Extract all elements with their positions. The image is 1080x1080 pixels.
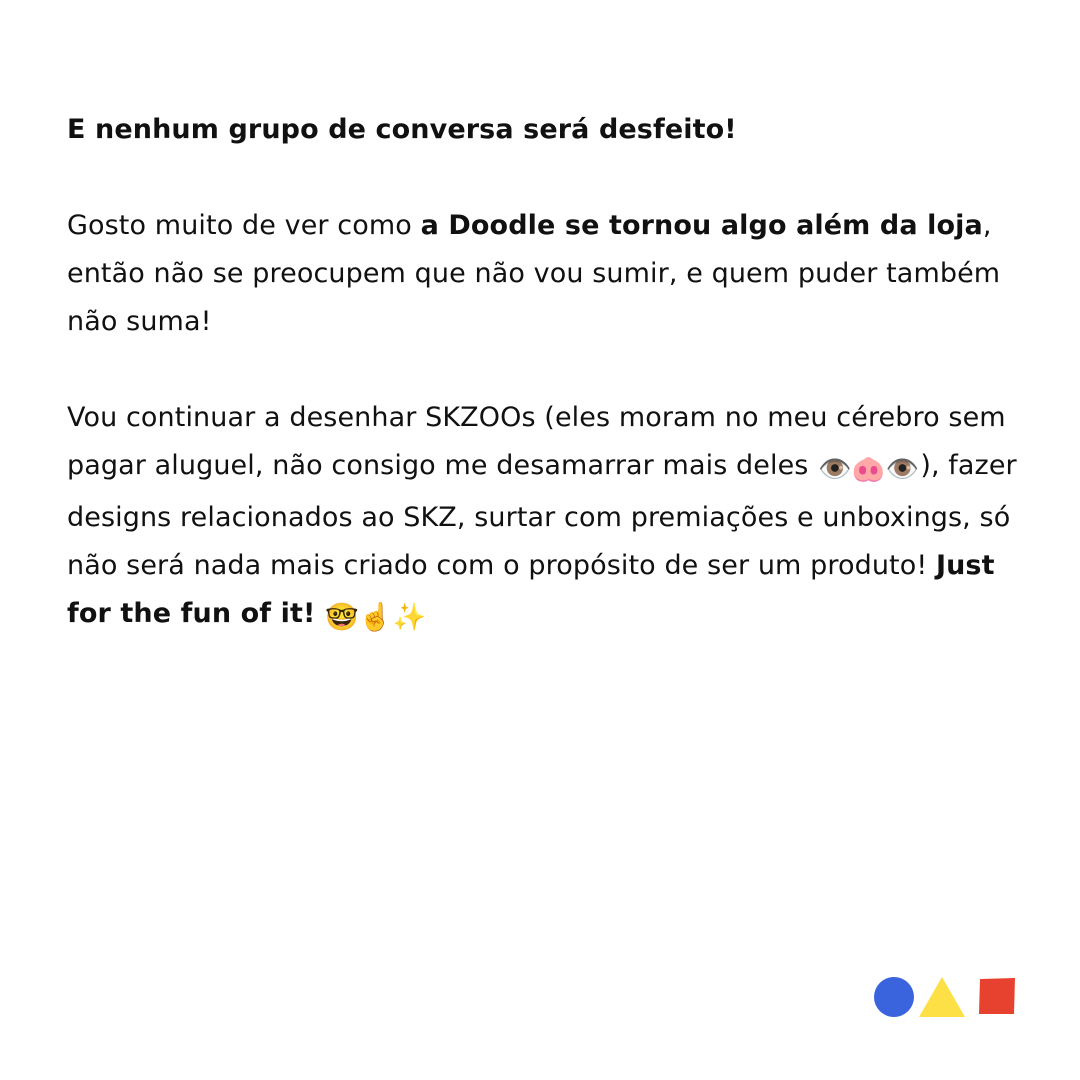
brand-shapes-svg bbox=[872, 974, 1022, 1020]
paragraph-1 bbox=[67, 202, 1027, 346]
yellow-triangle-icon bbox=[919, 977, 965, 1017]
paragraph-2-text-start: Vou continuar a desenhar SKZOOs (eles moram no meu cérebro sem pagar aluguel, não consigo me desamarrar mais deles bbox=[67, 402, 1006, 481]
paragraph-1-bold-text: a Doodle se tornou algo além da loja bbox=[420, 210, 983, 241]
nerd-finger-sparkles-emoji-icon: 🤓☝️✨ bbox=[325, 602, 427, 633]
heading: E nenhum grupo de conversa será desfeito! bbox=[67, 114, 737, 145]
eyes-pig-nose-emoji-icon: 👁️🐽👁️ bbox=[818, 454, 920, 485]
paragraph-1-text-end: , então não se preocupem que não vou sumir, e quem puder também não suma! bbox=[67, 210, 1001, 337]
post-text bbox=[67, 106, 1027, 642]
blue-circle-icon bbox=[874, 977, 914, 1017]
paragraph-1-text-start: Gosto muito de ver como bbox=[67, 210, 421, 241]
paragraph-2-bold-text: Just for the fun of it! bbox=[67, 550, 995, 629]
brand-shapes-logo bbox=[872, 974, 1022, 1020]
red-square-icon bbox=[979, 978, 1015, 1014]
paragraph-2 bbox=[67, 394, 1027, 642]
paragraph-2-text-middle: ), fazer designs relacionados ao SKZ, surtar com premiações e unboxings, só não será nada mais criado com o propósito de ser um produto! bbox=[67, 450, 1017, 581]
